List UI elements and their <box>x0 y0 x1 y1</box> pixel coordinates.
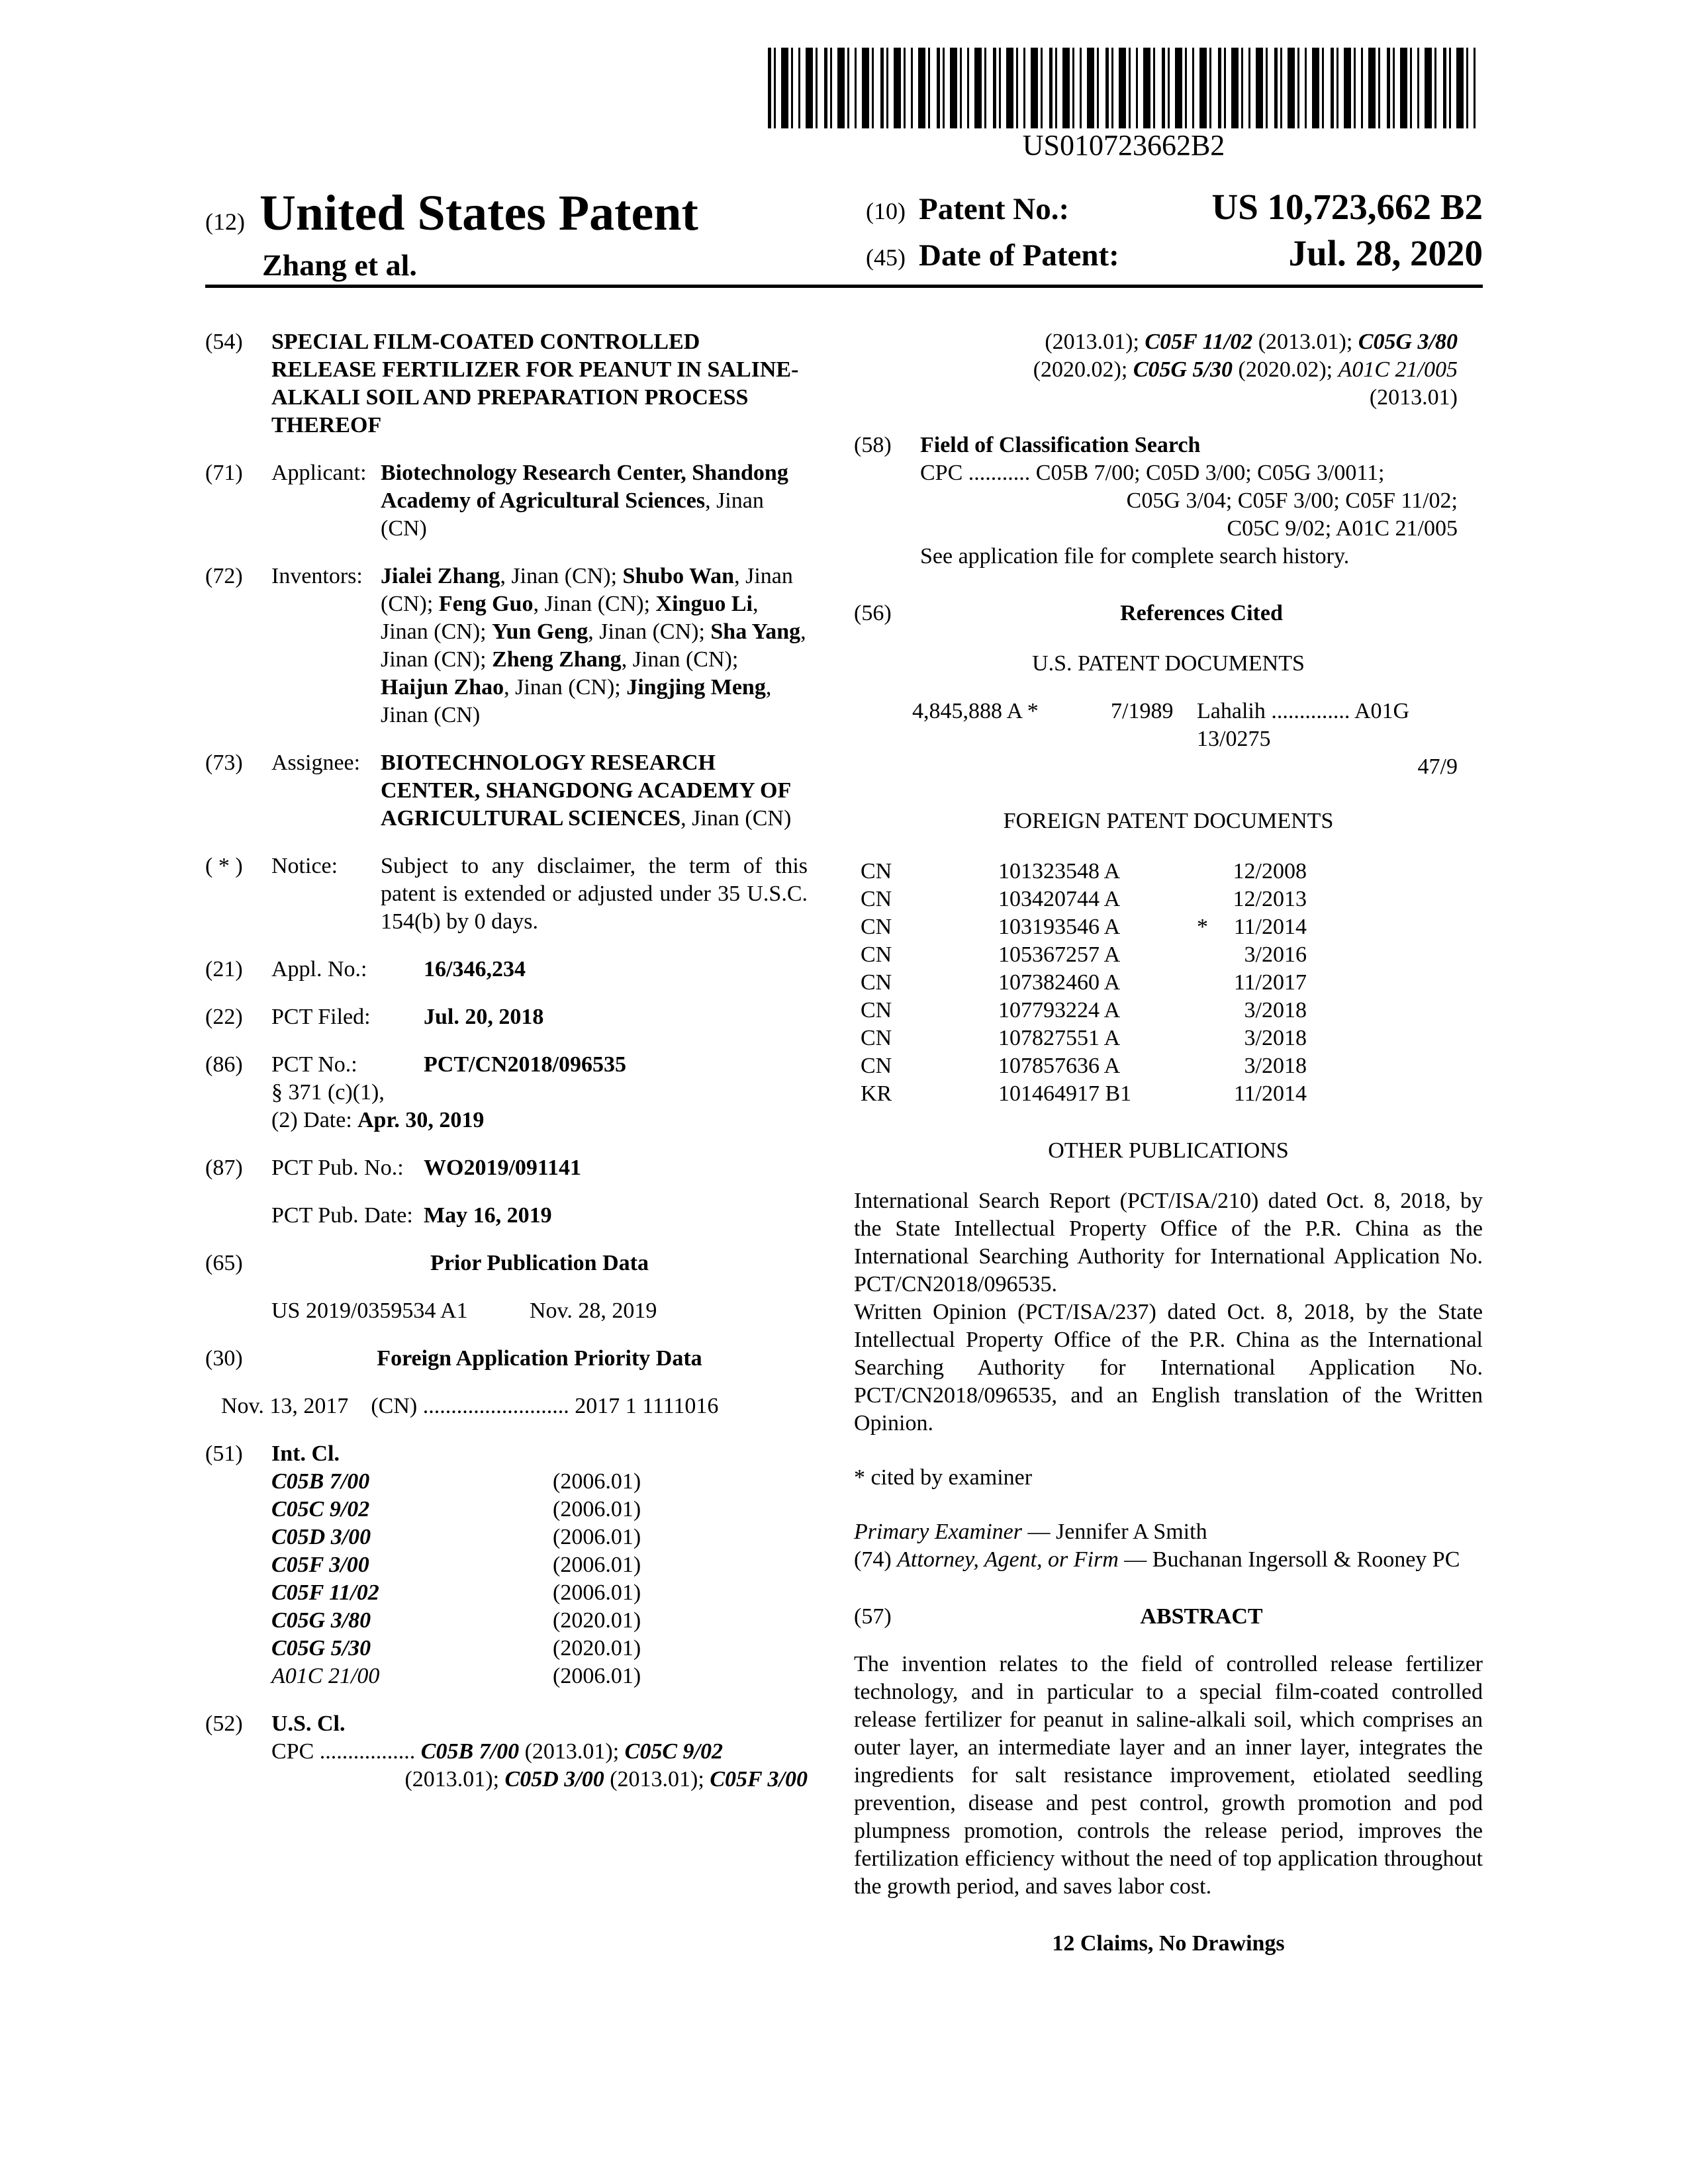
int-cl-year: (2006.01) <box>553 1469 641 1494</box>
foreign-doc-number: 105367257 A <box>998 942 1121 967</box>
other-publication-2: Written Opinion (PCT/ISA/237) dated Oct. 8, 2018, by the State Intellectual Property Office of the P.R. China as the International Searching Authority for International Application No. PCT/CN2018/096535, and an English translation of the Written Opinion. <box>854 1300 1483 1435</box>
search-cpc-line3: C05C 9/02; A01C 21/005 <box>1227 516 1458 541</box>
foreign-patent-documents-heading: FOREIGN PATENT DOCUMENTS <box>1003 809 1334 833</box>
other-publication-1: International Search Report (PCT/ISA/210) dated Oct. 8, 2018, by the State Intellectual Property Office of the P.R. China as the International Searching Authority for International Application No. PCT/CN2018/096535. <box>854 1189 1483 1297</box>
int-cl-year: (2006.01) <box>553 1664 641 1688</box>
section-51-heading-row <box>205 1440 808 1468</box>
section-56-heading-row <box>854 600 1483 627</box>
371-date-label: (2) Date: <box>271 1108 352 1132</box>
foreign-doc-date: 3/2018 <box>1244 998 1307 1023</box>
section-65-heading-row <box>205 1250 808 1277</box>
barcode-number: US010723662B2 <box>1022 129 1225 161</box>
field-number-12: (12) <box>205 208 245 235</box>
pct-pub-no-label: PCT Pub. No.: <box>271 1156 404 1180</box>
int-cl-year: (2020.01) <box>553 1636 641 1661</box>
inventors-value: Jialei Zhang, Jinan (CN); Shubo Wan, Jinan (CN); Feng Guo, Jinan (CN); Xinguo Li, Jinan (CN); Yun Geng, Jinan (CN); Sha Yang, Jinan (CN); Zheng Zhang, Jinan (CN); Haijun Zhao, Jinan (CN); Jingjing Meng, Jinan (CN) <box>381 564 806 727</box>
us-ref-number: 4,845,888 A * <box>912 699 1039 723</box>
cpc-continuation-line2: (2020.02); C05G 5/30 (2020.02); A01C 21/005 <box>1033 357 1458 382</box>
pct-pub-date-label: PCT Pub. Date: <box>271 1203 413 1228</box>
371-date-value: Apr. 30, 2019 <box>357 1108 485 1132</box>
field-number-52: (52) <box>205 1711 243 1736</box>
int-cl-code: C05D 3/00 <box>271 1525 371 1549</box>
section-22-pct-filed <box>205 1003 808 1031</box>
foreign-cited-star <box>1197 1024 1227 1052</box>
foreign-doc-number: 101323548 A <box>998 859 1121 884</box>
pct-no-value: PCT/CN2018/096535 <box>424 1052 626 1077</box>
section-30-heading-row <box>205 1345 808 1373</box>
applicant-value: Biotechnology Research Center, Shandong Academy of Agricultural Sciences, Jinan (CN) <box>381 461 788 541</box>
assignee-label: Assignee: <box>271 751 361 775</box>
foreign-doc-date: 11/2014 <box>1233 1081 1307 1106</box>
section-87-pub-date <box>205 1202 808 1230</box>
left-column <box>205 328 808 1794</box>
pct-pub-no-value: WO2019/091141 <box>424 1156 582 1180</box>
field-number-30: (30) <box>205 1346 243 1371</box>
int-cl-table <box>205 1468 808 1690</box>
foreign-doc-date: 11/2017 <box>1233 970 1307 995</box>
date-of-patent-label: Date of Patent: <box>919 238 1119 273</box>
int-cl-row <box>271 1496 808 1524</box>
foreign-country-code: CN <box>861 942 892 967</box>
us-patent-documents-heading: U.S. PATENT DOCUMENTS <box>1032 651 1305 676</box>
foreign-cited-star <box>1197 886 1227 913</box>
search-cpc-line2: C05G 3/04; C05F 3/00; C05F 11/02; <box>1126 488 1458 513</box>
int-cl-row <box>271 1551 808 1579</box>
section-72-inventors <box>205 563 808 729</box>
header-right <box>866 187 1483 273</box>
foreign-doc-date: 12/2008 <box>1233 859 1307 884</box>
pct-filed-label: PCT Filed: <box>271 1005 371 1029</box>
foreign-patent-row <box>861 1052 1483 1080</box>
patent-number: US 10,723,662 B2 <box>1211 187 1483 227</box>
int-cl-year: (2006.01) <box>553 1580 641 1605</box>
foreign-country-code: CN <box>861 998 892 1023</box>
field-number-58: (58) <box>854 433 892 457</box>
pct-pub-date-value: May 16, 2019 <box>424 1203 552 1228</box>
int-cl-code: A01C 21/00 <box>271 1664 380 1688</box>
field-number-87: (87) <box>205 1156 243 1180</box>
us-cl-cpc-line1: CPC ................. C05B 7/00 (2013.01); C05C 9/02 <box>271 1739 723 1764</box>
foreign-country-code: CN <box>861 887 892 911</box>
int-cl-code: C05F 3/00 <box>271 1553 369 1577</box>
foreign-patent-row <box>861 997 1483 1024</box>
foreign-doc-number: 101464917 B1 <box>998 1081 1132 1106</box>
us-cl-cpc-line2: (2013.01); C05D 3/00 (2013.01); C05F 3/00 <box>404 1767 808 1792</box>
search-cpc-line1: CPC ........... C05B 7/00; C05D 3/00; C05G 3/0011; <box>920 461 1385 485</box>
int-cl-code: C05B 7/00 <box>271 1469 370 1494</box>
right-column <box>854 328 1483 1958</box>
int-cl-code: C05F 11/02 <box>271 1580 379 1605</box>
foreign-doc-number: 107382460 A <box>998 970 1121 995</box>
foreign-cited-star <box>1197 969 1227 997</box>
section-86-date <box>205 1107 808 1134</box>
foreign-country-code: KR <box>861 1081 892 1106</box>
field-number-star: ( * ) <box>205 854 243 878</box>
foreign-priority-line: Nov. 13, 2017 (CN) .......................... 2017 1 1111016 <box>221 1394 719 1418</box>
foreign-priority-heading: Foreign Application Priority Data <box>377 1346 702 1371</box>
field-number-72: (72) <box>205 564 243 588</box>
foreign-cited-star <box>1197 1080 1227 1108</box>
foreign-patent-row <box>861 941 1483 969</box>
cited-by-examiner-note: * cited by examiner <box>854 1465 1033 1490</box>
section-52-heading-row <box>205 1710 808 1738</box>
foreign-country-code: CN <box>861 915 892 939</box>
foreign-patent-row <box>861 969 1483 997</box>
appl-no-value: 16/346,234 <box>424 957 526 981</box>
int-cl-row <box>271 1579 808 1607</box>
field-number-51: (51) <box>205 1441 243 1466</box>
int-cl-row <box>271 1607 808 1635</box>
date-of-patent: Jul. 28, 2020 <box>1288 233 1483 273</box>
invention-title: SPECIAL FILM-COATED CONTROLLED RELEASE FERTILIZER FOR PEANUT IN SALINE-ALKALI SOIL AND PREPARATION PROCESS THEREOF <box>271 330 799 437</box>
section-notice <box>205 852 808 936</box>
pct-no-label: PCT No.: <box>271 1052 357 1077</box>
us-cl-heading: U.S. Cl. <box>271 1711 346 1736</box>
us-ref-date: 7/1989 <box>1111 699 1174 723</box>
attorney-line: (74) Attorney, Agent, or Firm — Buchanan Ingersoll & Rooney PC <box>854 1547 1460 1572</box>
notice-text: Subject to any disclaimer, the term of this patent is extended or adjusted under 35 U.S.C. 154(b) by 0 days. <box>381 854 808 934</box>
search-history-note: See application file for complete search history. <box>920 544 1350 569</box>
foreign-patent-table <box>854 858 1483 1108</box>
foreign-doc-date: 3/2018 <box>1244 1054 1307 1078</box>
foreign-doc-date: 3/2018 <box>1244 1026 1307 1050</box>
foreign-country-code: CN <box>861 859 892 884</box>
foreign-cited-star <box>1197 1052 1227 1080</box>
foreign-cited-star <box>1197 858 1227 886</box>
cpc-continuation-line3: (2013.01) <box>1369 385 1458 410</box>
notice-label: Notice: <box>271 854 338 878</box>
int-cl-heading: Int. Cl. <box>271 1441 340 1466</box>
header-rule <box>205 285 1483 288</box>
field-number-57: (57) <box>854 1604 892 1629</box>
foreign-patent-row <box>861 1080 1483 1108</box>
abstract-heading: ABSTRACT <box>1140 1604 1263 1629</box>
us-ref-class-continuation: 47/9 <box>1417 754 1458 779</box>
foreign-doc-number: 103193546 A <box>998 915 1121 939</box>
section-54-title <box>205 328 808 439</box>
prior-publication-number: US 2019/0359534 A1 <box>271 1298 468 1323</box>
int-cl-year: (2006.01) <box>553 1553 641 1577</box>
patent-no-label: Patent No.: <box>919 192 1070 226</box>
field-number-45: (45) <box>866 244 906 271</box>
document-type-title: United States Patent <box>259 185 698 241</box>
foreign-cited-star: * <box>1197 915 1208 939</box>
assignee-value: BIOTECHNOLOGY RESEARCH CENTER, SHANGDONG ACADEMY OF AGRICULTURAL SCIENCES, Jinan (CN) <box>381 751 792 831</box>
int-cl-year: (2006.01) <box>553 1497 641 1522</box>
int-cl-code: C05G 3/80 <box>271 1608 371 1633</box>
foreign-cited-star <box>1197 997 1227 1024</box>
header-left <box>205 187 698 282</box>
field-of-search-heading: Field of Classification Search <box>920 433 1201 457</box>
int-cl-code: C05G 5/30 <box>271 1636 371 1661</box>
claims-line: 12 Claims, No Drawings <box>1052 1931 1285 1956</box>
field-number-22: (22) <box>205 1005 243 1029</box>
foreign-country-code: CN <box>861 1026 892 1050</box>
other-publications-heading: OTHER PUBLICATIONS <box>1048 1138 1289 1163</box>
us-reference-row <box>912 698 1483 753</box>
section-21-appl-no <box>205 956 808 983</box>
foreign-patent-row <box>861 913 1483 941</box>
field-number-56: (56) <box>854 601 892 625</box>
foreign-doc-number: 107827551 A <box>998 1026 1121 1050</box>
section-87-pct-pub <box>205 1154 808 1182</box>
foreign-doc-date: 11/2014 <box>1233 915 1307 939</box>
foreign-patent-row <box>861 1024 1483 1052</box>
references-cited-heading: References Cited <box>1120 601 1283 625</box>
section-86-pct-no <box>205 1051 808 1079</box>
371-clause: § 371 (c)(1), <box>271 1080 385 1105</box>
section-57-heading-row <box>854 1603 1483 1631</box>
prior-publication-date: Nov. 28, 2019 <box>530 1298 657 1323</box>
foreign-doc-date: 3/2016 <box>1244 942 1307 967</box>
foreign-cited-star <box>1197 941 1227 969</box>
pct-filed-value: Jul. 20, 2018 <box>424 1005 544 1029</box>
prior-publication-heading: Prior Publication Data <box>430 1251 649 1275</box>
foreign-doc-number: 107793224 A <box>998 998 1121 1023</box>
int-cl-row <box>271 1468 808 1496</box>
int-cl-code: C05C 9/02 <box>271 1497 370 1522</box>
appl-no-label: Appl. No.: <box>271 957 367 981</box>
int-cl-row <box>271 1662 808 1690</box>
field-number-65: (65) <box>205 1251 243 1275</box>
foreign-patent-row <box>861 858 1483 886</box>
section-71-applicant <box>205 459 808 543</box>
section-73-assignee <box>205 749 808 833</box>
first-named-inventor: Zhang et al. <box>262 248 417 282</box>
field-number-54: (54) <box>205 330 243 354</box>
applicant-label: Applicant: <box>271 461 367 485</box>
field-number-73: (73) <box>205 751 243 775</box>
barcode <box>768 48 1479 128</box>
inventors-label: Inventors: <box>271 564 363 588</box>
int-cl-year: (2020.01) <box>553 1608 641 1633</box>
cpc-continuation-line1: (2013.01); C05F 11/02 (2013.01); C05G 3/80 <box>1045 330 1458 354</box>
foreign-doc-number: 107857636 A <box>998 1054 1121 1078</box>
int-cl-year: (2006.01) <box>553 1525 641 1549</box>
int-cl-row <box>271 1524 808 1551</box>
field-number-21: (21) <box>205 957 243 981</box>
section-58 <box>854 432 1483 459</box>
foreign-doc-date: 12/2013 <box>1233 887 1307 911</box>
foreign-doc-number: 103420744 A <box>998 887 1121 911</box>
foreign-country-code: CN <box>861 1054 892 1078</box>
section-86-371 <box>205 1079 808 1107</box>
int-cl-row <box>271 1635 808 1662</box>
us-ref-name-class: Lahalih .............. A01G 13/0275 <box>1197 699 1410 751</box>
abstract-text: The invention relates to the field of controlled release fertilizer technology, and in particular to a special film-coated controlled release fertilizer for peanut in saline-alkali soil, which comprises an outer layer, an intermediate layer and an inner layer, integrates the ingredients for salt resistance improvement, etiolated seedling prevention, disease and pest control, growth promotion and pod plumpness promotion, controls the release period, improves the fertilization efficiency without the need of top application throughout the growth period, and saves labor cost. <box>854 1652 1483 1899</box>
foreign-patent-row <box>861 886 1483 913</box>
field-number-10: (10) <box>866 198 906 224</box>
primary-examiner-line: Primary Examiner — Jennifer A Smith <box>854 1520 1207 1544</box>
field-number-71: (71) <box>205 461 243 485</box>
field-number-86: (86) <box>205 1052 243 1077</box>
foreign-country-code: CN <box>861 970 892 995</box>
prior-publication-row <box>205 1297 808 1325</box>
